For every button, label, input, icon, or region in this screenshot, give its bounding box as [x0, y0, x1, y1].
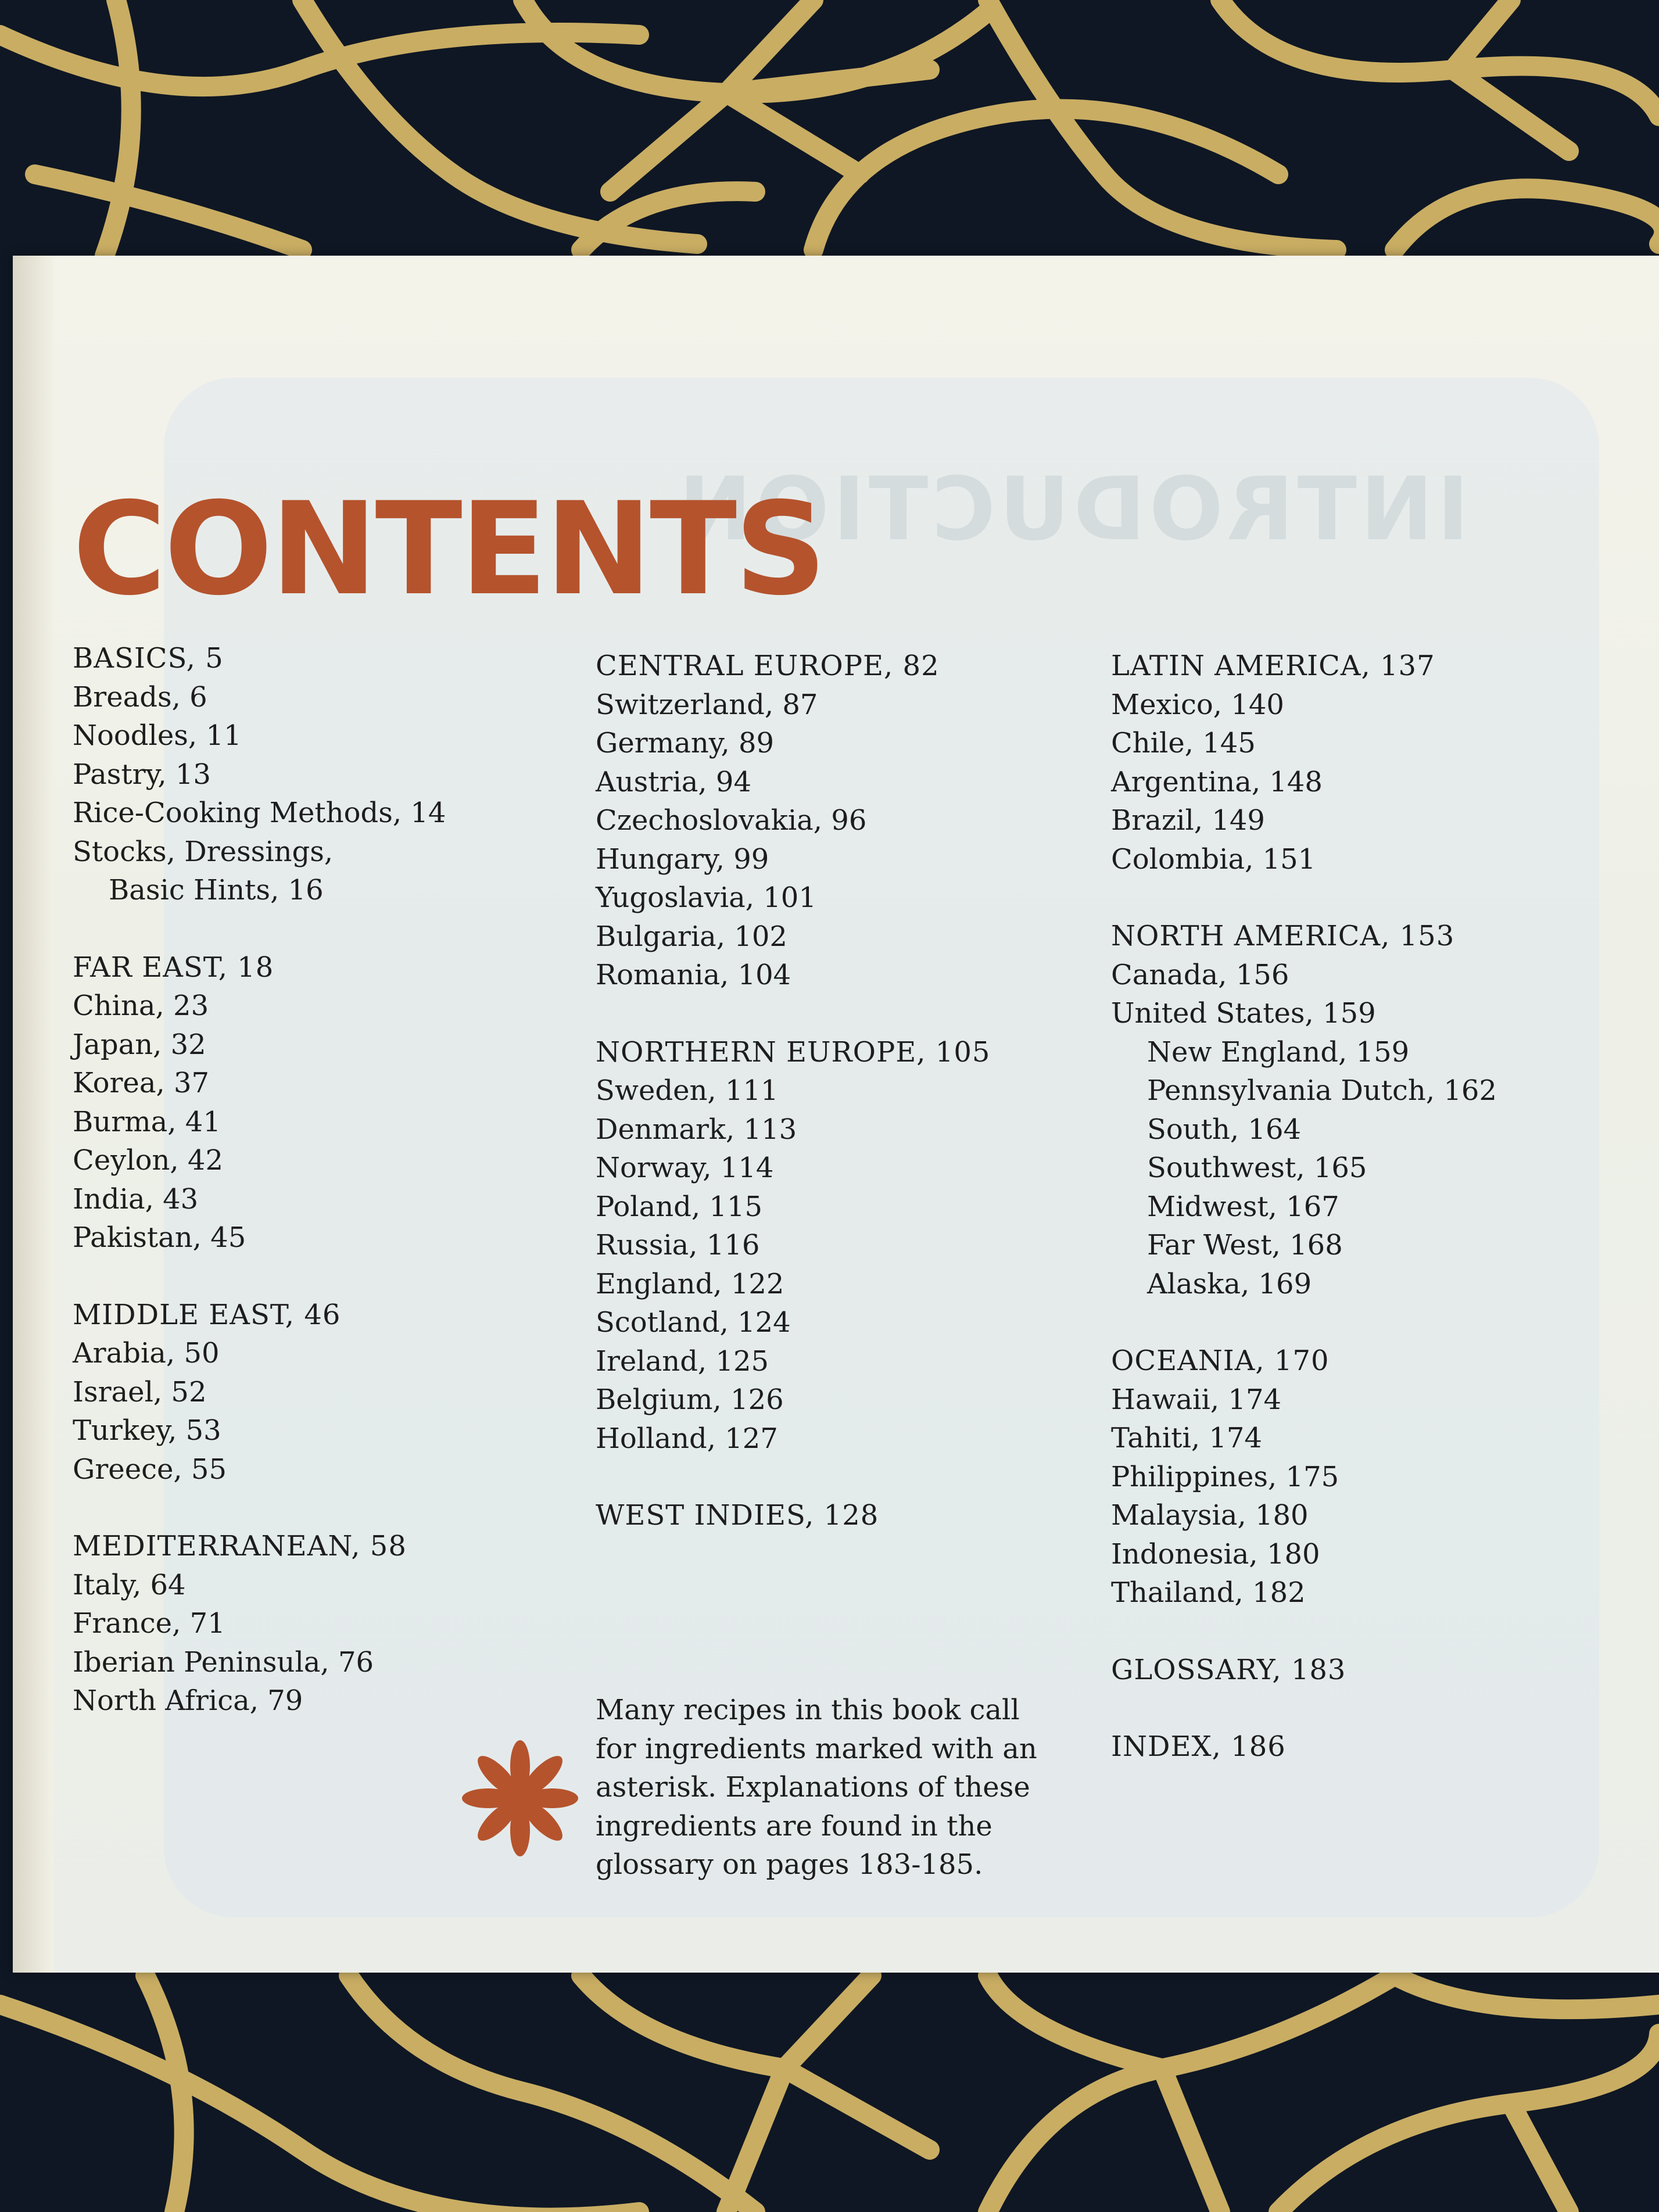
- note-line: asterisk. Explanations of these: [596, 1771, 1030, 1804]
- entry: China, 23: [73, 990, 209, 1022]
- section-heading: CENTRAL EUROPE, 82: [596, 650, 940, 682]
- entry: Chile, 145: [1111, 727, 1256, 759]
- entry: India, 43: [73, 1182, 199, 1216]
- show-through-title: INTRODUCTION: [675, 459, 1470, 560]
- note-line: Many recipes in this book call: [596, 1694, 1020, 1726]
- entry: England, 122: [596, 1267, 784, 1300]
- section-central-europe: [596, 647, 990, 995]
- entry-continued: Basic Hints, 16: [109, 874, 324, 906]
- entry: United States, 159: [1111, 997, 1376, 1030]
- sub-entry: South, 164: [1147, 1113, 1302, 1146]
- entry: Israel, 52: [73, 1375, 207, 1408]
- entry: Korea, 37: [73, 1067, 210, 1099]
- section-heading: INDEX, 186: [1111, 1730, 1286, 1763]
- entry: Mexico, 140: [1111, 688, 1284, 721]
- entry: Norway, 114: [596, 1152, 774, 1184]
- entry: Greece, 55: [73, 1453, 227, 1486]
- section-index: [1111, 1727, 1497, 1766]
- section-basics: [73, 639, 446, 910]
- entry: Japan, 32: [73, 1028, 206, 1061]
- entry: Noodles, 11: [73, 719, 242, 752]
- entry: Rice-Cooking Methods, 14: [73, 797, 446, 829]
- note-line: glossary on pages 183-185.: [596, 1848, 983, 1881]
- section-heading: BASICS, 5: [73, 642, 224, 675]
- entry: Russia, 116: [596, 1229, 760, 1261]
- entry: Burma, 41: [73, 1105, 221, 1138]
- entry: Holland, 127: [596, 1422, 778, 1455]
- section-northern-europe: [596, 1033, 990, 1458]
- entry: Colombia, 151: [1111, 843, 1316, 876]
- entry: Romania, 104: [596, 959, 791, 991]
- entry: Argentina, 148: [1111, 765, 1323, 798]
- section-heading: WEST INDIES, 128: [596, 1499, 879, 1532]
- section-heading: NORTH AMERICA, 153: [1111, 920, 1455, 952]
- entry: Iberian Peninsula, 76: [73, 1645, 374, 1679]
- section-heading: LATIN AMERICA, 137: [1111, 650, 1435, 682]
- entry: Poland, 115: [596, 1190, 762, 1223]
- entry: Brazil, 149: [1111, 804, 1265, 837]
- section-heading: MEDITERRANEAN, 58: [73, 1530, 407, 1562]
- entry: Indonesia, 180: [1111, 1537, 1320, 1571]
- sub-entry: New England, 159: [1147, 1035, 1410, 1069]
- entry: France, 71: [73, 1607, 225, 1640]
- entry: Breads, 6: [73, 680, 207, 714]
- entry: Hungary, 99: [596, 843, 769, 876]
- entry: Canada, 156: [1111, 958, 1289, 991]
- entry: Tahiti, 174: [1111, 1422, 1262, 1454]
- note-line: for ingredients marked with an: [596, 1732, 1037, 1765]
- entry: Italy, 64: [73, 1568, 186, 1601]
- page-title: CONTENTS: [73, 475, 825, 623]
- sub-entry: Pennsylvania Dutch, 162: [1147, 1074, 1497, 1107]
- entry: Denmark, 113: [596, 1113, 797, 1146]
- page-gutter: [13, 256, 53, 1973]
- section-west-indies: [596, 1496, 990, 1535]
- entry: Scotland, 124: [596, 1306, 791, 1339]
- entry: Yugoslavia, 101: [596, 881, 816, 914]
- entry: Pakistan, 45: [73, 1221, 246, 1254]
- section-north-america: [1111, 917, 1497, 1303]
- sub-entry: Far West, 168: [1147, 1229, 1343, 1261]
- entry: Switzerland, 87: [596, 688, 818, 721]
- entry: Czechoslovakia, 96: [596, 804, 867, 837]
- asterisk-note: [596, 1691, 1095, 1884]
- section-middle-east: [73, 1296, 446, 1489]
- contents-column-1: [73, 639, 446, 1759]
- section-far-east: [73, 948, 446, 1257]
- sub-entry: Alaska, 169: [1147, 1267, 1312, 1300]
- entry: Turkey, 53: [73, 1414, 221, 1447]
- section-latin-america: [1111, 647, 1497, 879]
- sub-entry: Midwest, 167: [1147, 1190, 1339, 1223]
- section-oceania: [1111, 1342, 1497, 1612]
- entry: Malaysia, 180: [1111, 1499, 1309, 1532]
- entry: Bulgaria, 102: [596, 920, 787, 953]
- entry: Ireland, 125: [596, 1345, 769, 1378]
- entry: North Africa, 79: [73, 1684, 303, 1717]
- asterisk-flower-icon: [462, 1740, 578, 1856]
- entry: Ceylon, 42: [73, 1144, 224, 1177]
- entry: Belgium, 126: [596, 1383, 784, 1416]
- section-heading: FAR EAST, 18: [73, 951, 274, 984]
- section-heading: MIDDLE EAST, 46: [73, 1298, 341, 1331]
- section-heading: NORTHERN EUROPE, 105: [596, 1035, 991, 1069]
- section-glossary: [1111, 1651, 1497, 1690]
- entry: Philippines, 175: [1111, 1460, 1339, 1493]
- entry: Stocks, Dressings,: [73, 835, 334, 868]
- contents-column-3: [1111, 647, 1497, 1805]
- entry: Thailand, 182: [1111, 1576, 1306, 1609]
- section-mediterranean: [73, 1527, 446, 1720]
- entry: Sweden, 111: [596, 1074, 779, 1107]
- note-line: ingredients are found in the: [596, 1809, 992, 1842]
- contents-column-2: [596, 647, 990, 1573]
- entry: Pastry, 13: [73, 758, 211, 791]
- section-heading: OCEANIA, 170: [1111, 1345, 1330, 1377]
- entry: Austria, 94: [596, 765, 752, 798]
- sub-entry: Southwest, 165: [1147, 1152, 1367, 1184]
- entry: Hawaii, 174: [1111, 1383, 1282, 1416]
- section-heading: GLOSSARY, 183: [1111, 1653, 1346, 1686]
- entry: Arabia, 50: [73, 1337, 220, 1369]
- entry: Germany, 89: [596, 727, 775, 759]
